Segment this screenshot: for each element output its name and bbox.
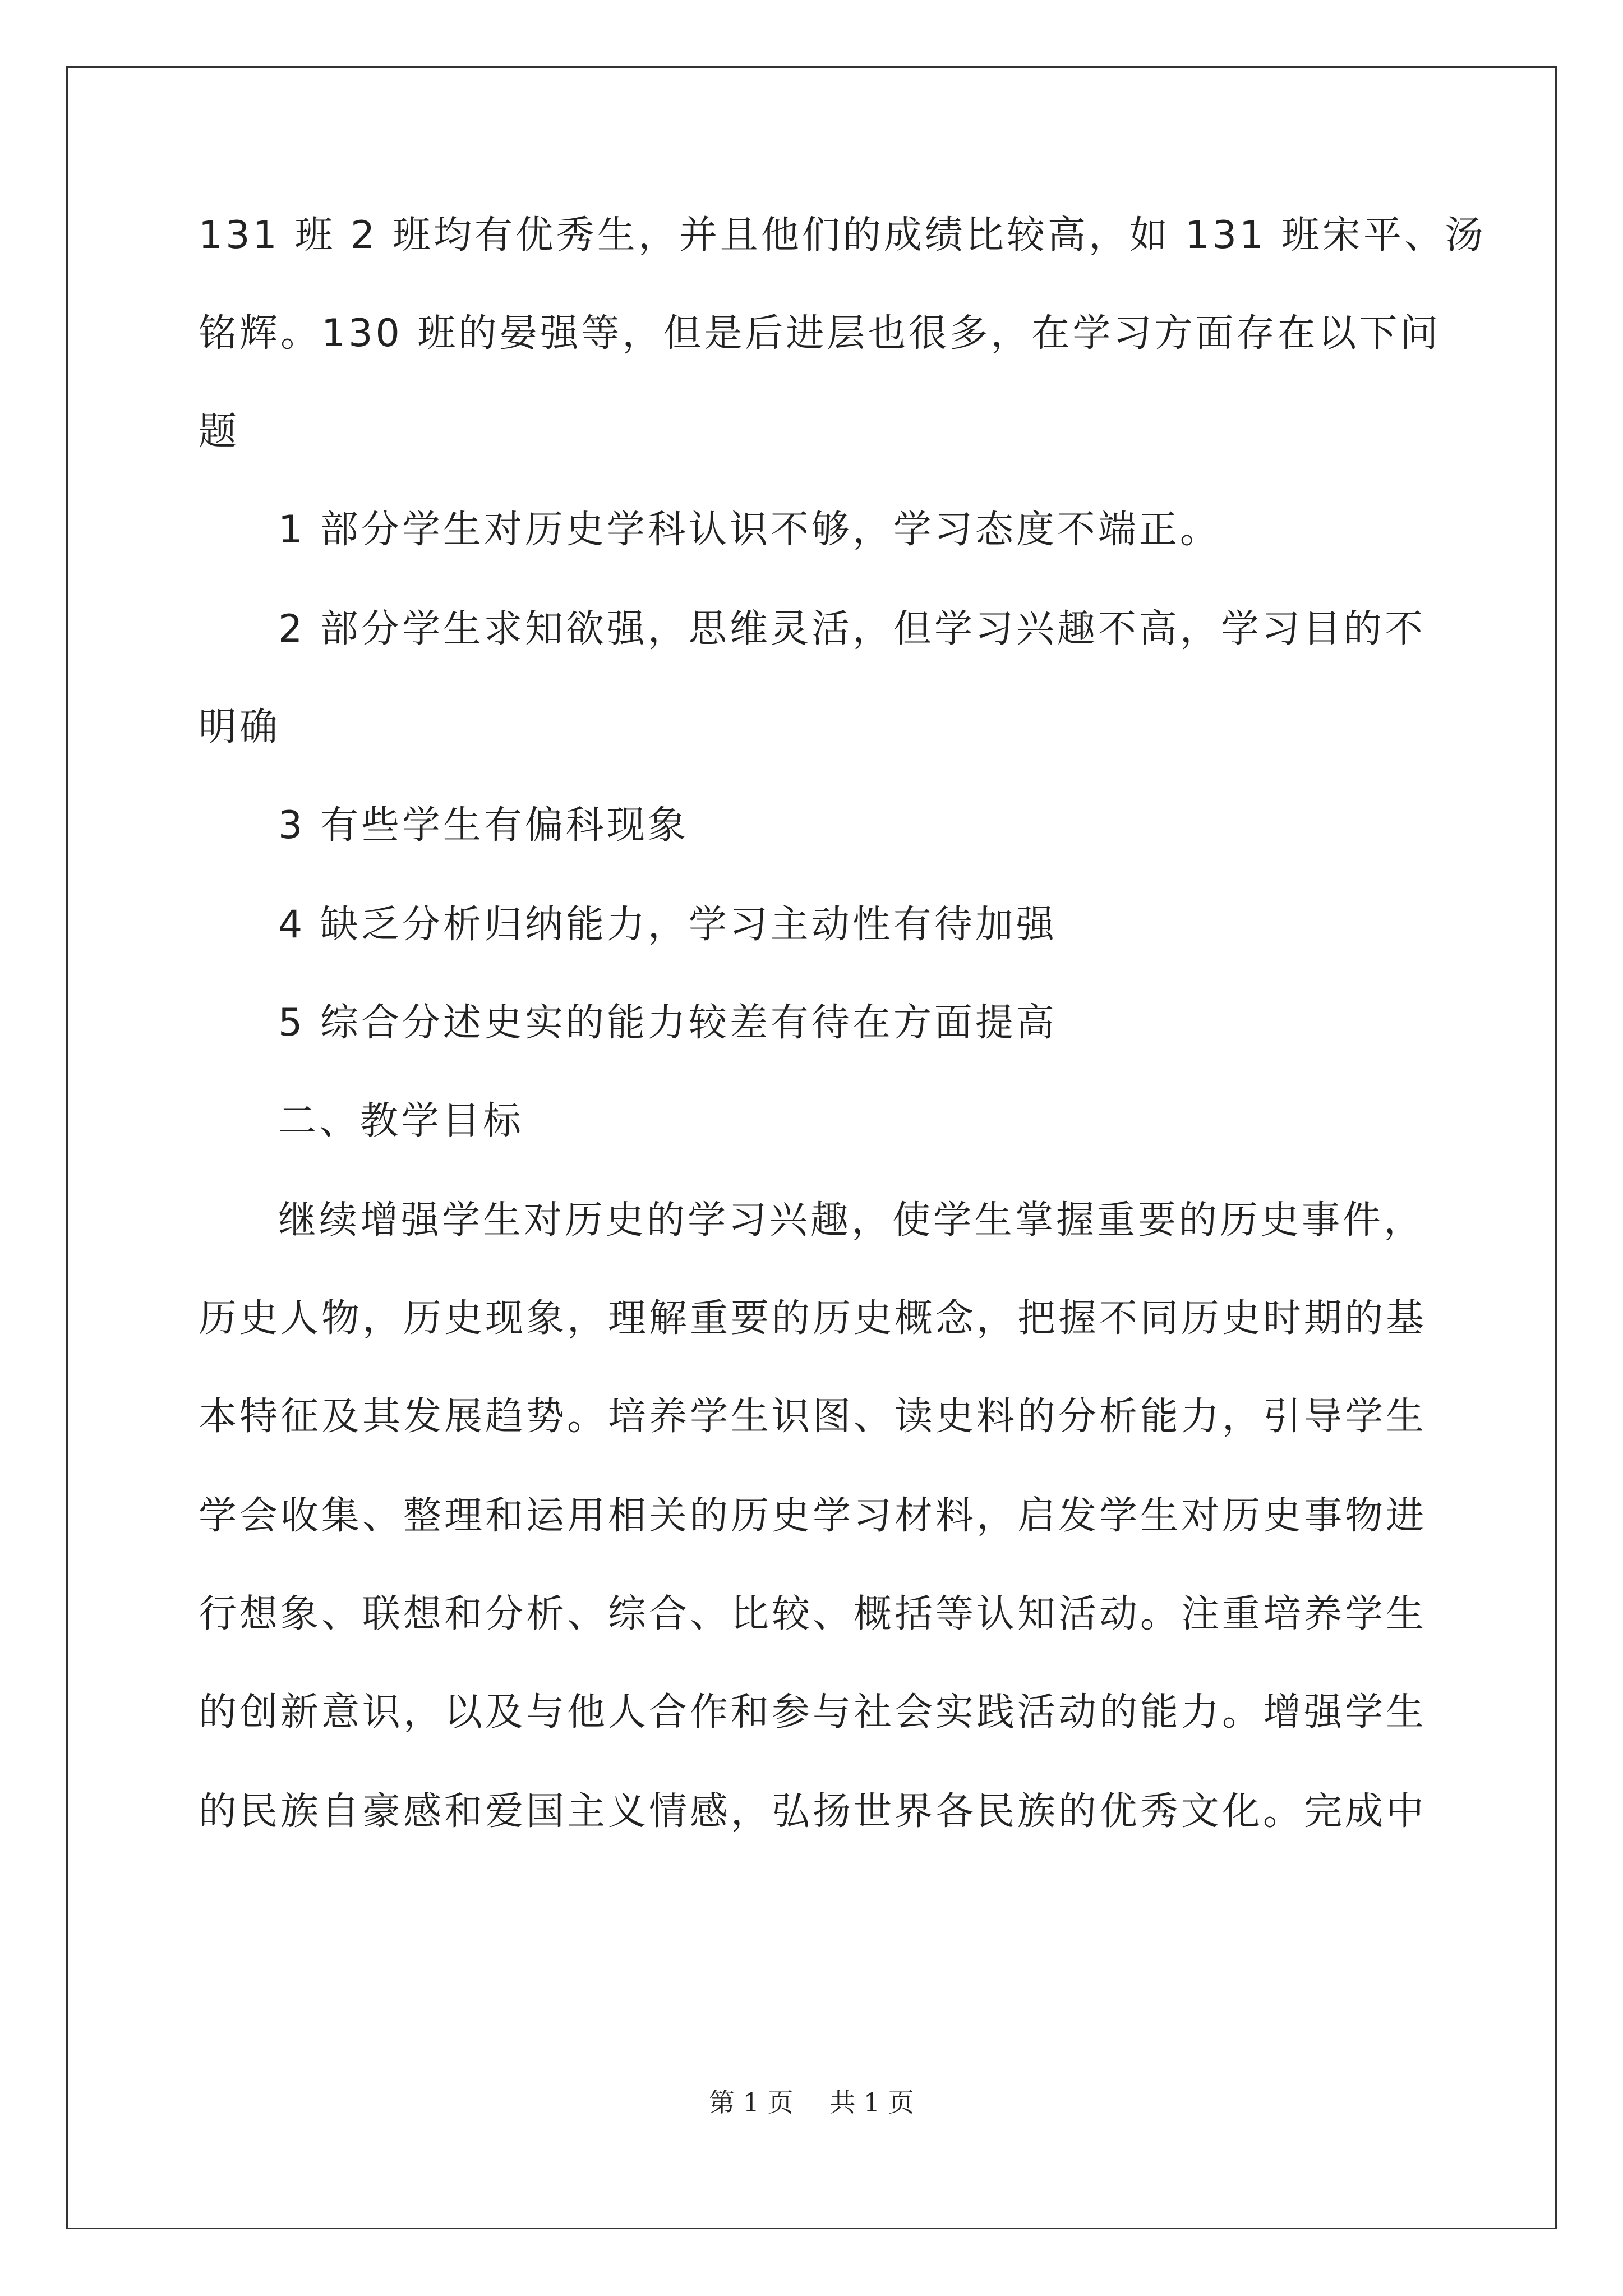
list-item-2: 2 部分学生求知欲强，思维灵活，但学习兴趣不高，学习目的不 [278,607,1426,651]
paragraph-line: 131 班 2 班均有优秀生，并且他们的成绩比较高，如 131 班宋平、汤 [199,213,1486,257]
paragraph-line: 继续增强学生对历史的学习兴趣，使学生掌握重要的历史事件， [278,1198,1425,1243]
section-heading: 二、教学目标 [278,1099,524,1143]
list-item-3: 3 有些学生有偏科现象 [278,803,689,848]
page-number: 第 1 页 [709,2087,794,2118]
paragraph-line: 题 [199,409,240,454]
paragraph-line: 的创新意识，以及与他人合作和参与社会实践活动的能力。增强学生 [199,1690,1427,1734]
page-footer [0,2082,1623,2119]
list-item-4: 4 缺乏分析归纳能力，学习主动性有待加强 [278,903,1057,947]
list-item-2-continuation: 明确 [199,705,281,749]
paragraph-line: 的民族自豪感和爱国主义情感，弘扬世界各民族的优秀文化。完成中 [199,1789,1427,1834]
paragraph-line: 行想象、联想和分析、综合、比较、概括等认知活动。注重培养学生 [199,1592,1427,1636]
page-total: 共 1 页 [829,2087,914,2118]
list-item-1: 1 部分学生对历史学科认识不够，学习态度不端正。 [278,508,1221,552]
paragraph-line: 学会收集、整理和运用相关的历史学习材料，启发学生对历史事物进 [199,1494,1427,1538]
list-item-5: 5 综合分述史实的能力较差有待在方面提高 [278,1001,1057,1045]
page-border [66,66,1557,2229]
paragraph-line: 历史人物，历史现象，理解重要的历史概念，把握不同历史时期的基 [199,1296,1427,1341]
paragraph-line: 铭辉。130 班的晏强等，但是后进层也很多，在学习方面存在以下问 [199,311,1441,356]
paragraph-line: 本特征及其发展趋势。培养学生识图、读史料的分析能力，引导学生 [199,1395,1427,1439]
